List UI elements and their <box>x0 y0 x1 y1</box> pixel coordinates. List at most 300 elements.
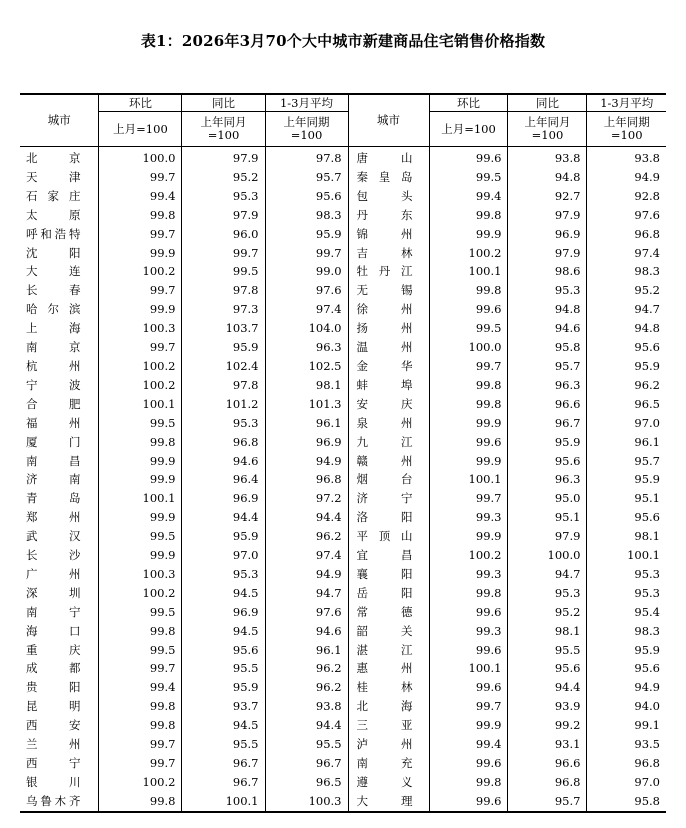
yoy-left-cell: 94.4 <box>182 508 265 527</box>
table-row <box>20 262 666 281</box>
mom-left-cell: 99.7 <box>99 338 182 357</box>
city-right-cell: 蚌埠 <box>348 376 429 395</box>
mom-left-cell: 99.9 <box>99 300 182 319</box>
city-left-cell: 重庆 <box>26 642 81 657</box>
mom-left-cell: 99.5 <box>99 527 182 546</box>
mom-left-cell: 99.7 <box>99 735 182 754</box>
yoy-right-cell: 98.1 <box>508 622 587 641</box>
city-left-cell: 深圳 <box>26 585 81 600</box>
mom-base-header: 上月=100 <box>99 112 182 147</box>
avg-right-cell: 98.3 <box>587 262 666 281</box>
city-right-cell: 烟台 <box>348 470 429 489</box>
avg-right-cell: 95.4 <box>587 603 666 622</box>
table-row <box>20 187 666 206</box>
yoy-right-cell: 96.3 <box>508 470 587 489</box>
mom-left-cell: 99.7 <box>99 281 182 300</box>
mom-right-cell: 99.6 <box>429 792 508 812</box>
mom-left-cell: 99.4 <box>99 678 182 697</box>
city-left-cell: 沈阳 <box>26 245 81 260</box>
avg-right-cell: 97.0 <box>587 773 666 792</box>
mom-left-cell: 100.3 <box>99 565 182 584</box>
city-right-cell: 扬州 <box>348 319 429 338</box>
avg-right-cell: 99.1 <box>587 716 666 735</box>
avg-left-cell: 96.8 <box>265 470 348 489</box>
avg-left-cell: 93.8 <box>265 697 348 716</box>
yoy-left-cell: 95.5 <box>182 659 265 678</box>
city-left-cell: 哈尔滨 <box>26 302 81 317</box>
avg-right-cell: 96.8 <box>587 754 666 773</box>
city-left-cell: 福州 <box>26 415 81 430</box>
table-row <box>20 225 666 244</box>
avg-left-cell: 98.1 <box>265 376 348 395</box>
city-right-cell: 泉州 <box>348 414 429 433</box>
mom-right-cell: 99.3 <box>429 622 508 641</box>
table-row <box>20 470 666 489</box>
city-left-cell: 杭州 <box>26 358 81 373</box>
mom-right-cell: 99.9 <box>429 527 508 546</box>
city-right-cell: 赣州 <box>348 452 429 471</box>
yoy-right-cell: 94.6 <box>508 319 587 338</box>
mom-left-cell: 100.1 <box>99 489 182 508</box>
mom-right-cell: 100.2 <box>429 546 508 565</box>
mom-header: 环比 <box>99 94 182 112</box>
yoy-right-cell: 95.3 <box>508 584 587 603</box>
avg-right-cell: 95.9 <box>587 641 666 660</box>
city-left-cell: 贵阳 <box>26 680 81 695</box>
mom-right-cell: 99.7 <box>429 489 508 508</box>
city-right-cell: 九江 <box>348 433 429 452</box>
mom-right-cell: 99.8 <box>429 281 508 300</box>
avg-right-cell: 100.1 <box>587 546 666 565</box>
yoy-left-cell: 95.2 <box>182 168 265 187</box>
table-body <box>20 147 666 812</box>
avg-left-cell: 96.2 <box>265 678 348 697</box>
city-right-cell: 南充 <box>348 754 429 773</box>
yoy-right-cell: 95.5 <box>508 641 587 660</box>
yoy-left-cell: 95.9 <box>182 338 265 357</box>
mom-right-cell: 99.6 <box>429 147 508 168</box>
city-left-cell: 呼和浩特 <box>26 226 81 241</box>
city-left-cell: 西宁 <box>26 756 81 770</box>
avg-left-cell: 95.9 <box>265 225 348 244</box>
city-right-cell: 洛阳 <box>348 508 429 527</box>
table-row <box>20 300 666 319</box>
city-right-cell: 吉林 <box>348 244 429 263</box>
yoy-left-cell: 94.5 <box>182 622 265 641</box>
yoy-left-cell: 97.9 <box>182 147 265 168</box>
city-right-cell: 遵义 <box>348 773 429 792</box>
city-left-cell: 青岛 <box>26 491 81 506</box>
city-right-cell: 湛江 <box>348 641 429 660</box>
avg-right-cell: 94.9 <box>587 678 666 697</box>
mom-right-cell: 99.9 <box>429 225 508 244</box>
yoy-right-cell: 95.7 <box>508 357 587 376</box>
mom-right-cell: 99.8 <box>429 376 508 395</box>
yoy-right-cell: 93.1 <box>508 735 587 754</box>
city-left-cell: 北京 <box>26 151 81 165</box>
avg-left-cell: 97.6 <box>265 603 348 622</box>
table-row <box>20 357 666 376</box>
avg-left-cell: 104.0 <box>265 319 348 338</box>
avg-right-cell: 98.1 <box>587 527 666 546</box>
avg-left-cell: 94.4 <box>265 508 348 527</box>
avg-right-cell: 95.2 <box>587 281 666 300</box>
avg-right-cell: 94.0 <box>587 697 666 716</box>
city-right-cell: 惠州 <box>348 659 429 678</box>
yoy-right-cell: 95.6 <box>508 659 587 678</box>
mom-left-cell: 99.5 <box>99 414 182 433</box>
avg-right-cell: 96.8 <box>587 225 666 244</box>
city-right-cell: 锦州 <box>348 225 429 244</box>
city-left-cell: 大连 <box>26 264 81 279</box>
avg-right-cell: 92.8 <box>587 187 666 206</box>
avg-header: 1-3月平均 <box>265 94 348 112</box>
city-right-cell: 无锡 <box>348 281 429 300</box>
yoy-right-cell: 95.2 <box>508 603 587 622</box>
yoy-left-cell: 97.9 <box>182 206 265 225</box>
yoy-right-cell: 94.4 <box>508 678 587 697</box>
yoy-left-cell: 100.1 <box>182 792 265 812</box>
table-row <box>20 603 666 622</box>
mom-right-cell: 99.6 <box>429 678 508 697</box>
yoy-left-cell: 95.6 <box>182 641 265 660</box>
avg-left-cell: 102.5 <box>265 357 348 376</box>
mom-left-cell: 100.2 <box>99 376 182 395</box>
mom-right-cell: 99.9 <box>429 414 508 433</box>
table-row <box>20 754 666 773</box>
city-left-cell: 长沙 <box>26 548 81 563</box>
avg-right-cell: 96.2 <box>587 376 666 395</box>
mom-left-cell: 99.9 <box>99 546 182 565</box>
mom-right-cell: 99.3 <box>429 508 508 527</box>
city-right-cell: 大理 <box>348 792 429 812</box>
yoy-left-cell: 101.2 <box>182 395 265 414</box>
table-row <box>20 792 666 812</box>
city-right-cell: 徐州 <box>348 300 429 319</box>
mom-right-cell: 99.9 <box>429 452 508 471</box>
mom-left-cell: 99.8 <box>99 206 182 225</box>
avg-left-cell: 96.2 <box>265 527 348 546</box>
yoy-right-cell: 95.0 <box>508 489 587 508</box>
yoy-left-cell: 99.7 <box>182 244 265 263</box>
table-row <box>20 376 666 395</box>
yoy-left-cell: 96.9 <box>182 603 265 622</box>
mom-right-cell: 99.8 <box>429 773 508 792</box>
mom-left-cell: 99.9 <box>99 470 182 489</box>
table-row <box>20 697 666 716</box>
avg-left-cell: 96.9 <box>265 433 348 452</box>
table-header <box>20 94 666 147</box>
yoy-base-header: 上年同月 =100 <box>182 112 265 147</box>
mom-right-cell: 99.8 <box>429 584 508 603</box>
city-right-cell: 桂林 <box>348 678 429 697</box>
avg-left-cell: 94.6 <box>265 622 348 641</box>
avg-left-cell: 96.2 <box>265 659 348 678</box>
table-row <box>20 773 666 792</box>
table-title: 表1：2026年3月70个大中城市新建商品住宅销售价格指数 <box>140 32 546 50</box>
avg-left-cell: 99.7 <box>265 244 348 263</box>
mom-right-cell: 99.6 <box>429 433 508 452</box>
yoy-left-cell: 96.0 <box>182 225 265 244</box>
yoy-left-cell: 96.9 <box>182 489 265 508</box>
city-left-cell: 厦门 <box>26 434 81 449</box>
yoy-base-header-2: 上年同月 =100 <box>508 112 587 147</box>
yoy-header-2: 同比 <box>508 94 587 112</box>
yoy-right-cell: 96.6 <box>508 754 587 773</box>
city-left-cell: 广州 <box>26 566 81 581</box>
city-left-cell: 郑州 <box>26 510 81 525</box>
mom-right-cell: 99.6 <box>429 603 508 622</box>
mom-left-cell: 99.5 <box>99 641 182 660</box>
table-row <box>20 716 666 735</box>
avg-right-cell: 94.8 <box>587 319 666 338</box>
city-right-cell: 温州 <box>348 338 429 357</box>
yoy-right-cell: 95.3 <box>508 281 587 300</box>
table-row <box>20 452 666 471</box>
city-left-cell: 合肥 <box>26 396 81 411</box>
yoy-right-cell: 94.8 <box>508 300 587 319</box>
mom-left-cell: 99.7 <box>99 225 182 244</box>
table-row <box>20 433 666 452</box>
yoy-left-cell: 96.7 <box>182 773 265 792</box>
city-left-cell: 银川 <box>26 774 81 789</box>
mom-right-cell: 99.5 <box>429 319 508 338</box>
city-right-cell: 丹东 <box>348 206 429 225</box>
city-left-cell: 武汉 <box>26 529 81 544</box>
avg-left-cell: 97.8 <box>265 147 348 168</box>
city-left-cell: 南昌 <box>26 453 81 468</box>
yoy-right-cell: 95.7 <box>508 792 587 812</box>
yoy-left-cell: 94.6 <box>182 452 265 471</box>
yoy-right-cell: 95.1 <box>508 508 587 527</box>
yoy-right-cell: 96.9 <box>508 225 587 244</box>
yoy-right-cell: 92.7 <box>508 187 587 206</box>
yoy-left-cell: 94.5 <box>182 584 265 603</box>
mom-left-cell: 99.7 <box>99 659 182 678</box>
mom-left-cell: 99.9 <box>99 508 182 527</box>
city-right-cell: 泸州 <box>348 735 429 754</box>
table-row <box>20 678 666 697</box>
city-right-cell: 韶关 <box>348 622 429 641</box>
avg-left-cell: 96.3 <box>265 338 348 357</box>
city-left-cell: 成都 <box>26 661 81 676</box>
yoy-left-cell: 95.5 <box>182 735 265 754</box>
avg-right-cell: 93.5 <box>587 735 666 754</box>
table-row <box>20 147 666 168</box>
yoy-right-cell: 96.7 <box>508 414 587 433</box>
city-left-cell: 昆明 <box>26 699 81 714</box>
yoy-right-cell: 99.2 <box>508 716 587 735</box>
avg-left-cell: 94.9 <box>265 565 348 584</box>
city-right-cell: 唐山 <box>348 147 429 168</box>
table-row <box>20 546 666 565</box>
table-row <box>20 338 666 357</box>
yoy-right-cell: 93.8 <box>508 147 587 168</box>
mom-base-header-2: 上月=100 <box>429 112 508 147</box>
city-left-cell: 乌鲁木齐 <box>26 793 81 808</box>
city-right-cell: 包头 <box>348 187 429 206</box>
yoy-left-cell: 94.5 <box>182 716 265 735</box>
city-left-cell: 天津 <box>26 169 81 184</box>
avg-left-cell: 96.7 <box>265 754 348 773</box>
table-row <box>20 206 666 225</box>
mom-left-cell: 99.4 <box>99 187 182 206</box>
avg-right-cell: 94.9 <box>587 168 666 187</box>
mom-left-cell: 100.1 <box>99 395 182 414</box>
yoy-left-cell: 97.8 <box>182 281 265 300</box>
yoy-right-cell: 95.6 <box>508 452 587 471</box>
mom-left-cell: 99.8 <box>99 622 182 641</box>
avg-right-cell: 95.9 <box>587 357 666 376</box>
mom-right-cell: 99.4 <box>429 187 508 206</box>
table-row <box>20 414 666 433</box>
avg-right-cell: 98.3 <box>587 622 666 641</box>
table-row <box>20 319 666 338</box>
avg-base-header-2: 上年同期 =100 <box>587 112 666 147</box>
avg-left-cell: 96.1 <box>265 641 348 660</box>
yoy-right-cell: 97.9 <box>508 244 587 263</box>
avg-right-cell: 95.1 <box>587 489 666 508</box>
yoy-header: 同比 <box>182 94 265 112</box>
avg-left-cell: 98.3 <box>265 206 348 225</box>
mom-right-cell: 99.6 <box>429 754 508 773</box>
mom-right-cell: 100.2 <box>429 244 508 263</box>
city-left-cell: 西安 <box>26 718 81 733</box>
city-left-cell: 海口 <box>26 623 81 638</box>
yoy-right-cell: 97.9 <box>508 527 587 546</box>
yoy-left-cell: 95.9 <box>182 678 265 697</box>
yoy-right-cell: 98.6 <box>508 262 587 281</box>
avg-left-cell: 95.6 <box>265 187 348 206</box>
city-left-cell: 济南 <box>26 472 81 487</box>
mom-left-cell: 99.9 <box>99 244 182 263</box>
mom-left-cell: 99.8 <box>99 792 182 812</box>
avg-left-cell: 95.7 <box>265 168 348 187</box>
avg-header-2: 1-3月平均 <box>587 94 666 112</box>
yoy-left-cell: 95.3 <box>182 565 265 584</box>
table-row <box>20 395 666 414</box>
mom-header-2: 环比 <box>429 94 508 112</box>
table-row <box>20 659 666 678</box>
city-right-cell: 牡丹江 <box>348 262 429 281</box>
yoy-left-cell: 102.4 <box>182 357 265 376</box>
avg-left-cell: 101.3 <box>265 395 348 414</box>
table-row <box>20 244 666 263</box>
city-right-cell: 北海 <box>348 697 429 716</box>
mom-left-cell: 99.8 <box>99 716 182 735</box>
yoy-left-cell: 95.3 <box>182 187 265 206</box>
city-left-cell: 石家庄 <box>26 188 81 203</box>
mom-left-cell: 100.2 <box>99 262 182 281</box>
yoy-left-cell: 99.5 <box>182 262 265 281</box>
table-row <box>20 281 666 300</box>
mom-left-cell: 99.8 <box>99 697 182 716</box>
yoy-right-cell: 94.8 <box>508 168 587 187</box>
city-left-cell: 宁波 <box>26 377 81 392</box>
yoy-right-cell: 97.9 <box>508 206 587 225</box>
mom-left-cell: 100.3 <box>99 319 182 338</box>
city-right-cell: 安庆 <box>348 395 429 414</box>
mom-right-cell: 100.0 <box>429 338 508 357</box>
avg-right-cell: 95.8 <box>587 792 666 812</box>
city-left-cell: 上海 <box>26 321 81 336</box>
table-row <box>20 508 666 527</box>
mom-right-cell: 100.1 <box>429 470 508 489</box>
yoy-left-cell: 103.7 <box>182 319 265 338</box>
yoy-left-cell: 93.7 <box>182 697 265 716</box>
yoy-left-cell: 97.8 <box>182 376 265 395</box>
city-right-cell: 济宁 <box>348 489 429 508</box>
avg-right-cell: 95.6 <box>587 659 666 678</box>
avg-left-cell: 94.9 <box>265 452 348 471</box>
mom-left-cell: 99.7 <box>99 754 182 773</box>
city-left-cell: 南京 <box>26 340 81 355</box>
avg-right-cell: 95.6 <box>587 508 666 527</box>
yoy-left-cell: 96.7 <box>182 754 265 773</box>
avg-right-cell: 95.7 <box>587 452 666 471</box>
city-left-cell: 长春 <box>26 283 81 298</box>
mom-left-cell: 100.0 <box>99 147 182 168</box>
avg-right-cell: 95.3 <box>587 565 666 584</box>
yoy-left-cell: 96.8 <box>182 433 265 452</box>
avg-left-cell: 96.5 <box>265 773 348 792</box>
mom-right-cell: 99.6 <box>429 300 508 319</box>
avg-left-cell: 95.5 <box>265 735 348 754</box>
avg-right-cell: 97.4 <box>587 244 666 263</box>
table-row <box>20 489 666 508</box>
avg-left-cell: 97.6 <box>265 281 348 300</box>
city-header-2: 城市 <box>348 94 429 147</box>
yoy-left-cell: 95.9 <box>182 527 265 546</box>
yoy-right-cell: 96.6 <box>508 395 587 414</box>
price-index-table <box>20 93 666 813</box>
city-right-cell: 岳阳 <box>348 584 429 603</box>
mom-left-cell: 100.2 <box>99 584 182 603</box>
avg-left-cell: 94.4 <box>265 716 348 735</box>
mom-right-cell: 99.3 <box>429 565 508 584</box>
city-right-cell: 襄阳 <box>348 565 429 584</box>
city-right-cell: 金华 <box>348 357 429 376</box>
city-right-cell: 常德 <box>348 603 429 622</box>
mom-left-cell: 99.8 <box>99 433 182 452</box>
mom-left-cell: 99.9 <box>99 452 182 471</box>
avg-left-cell: 94.7 <box>265 584 348 603</box>
avg-right-cell: 96.5 <box>587 395 666 414</box>
avg-base-header: 上年同期 =100 <box>265 112 348 147</box>
table-row <box>20 641 666 660</box>
avg-right-cell: 96.1 <box>587 433 666 452</box>
mom-right-cell: 99.7 <box>429 697 508 716</box>
yoy-right-cell: 94.7 <box>508 565 587 584</box>
mom-left-cell: 99.5 <box>99 603 182 622</box>
table-row <box>20 735 666 754</box>
avg-right-cell: 93.8 <box>587 147 666 168</box>
table-row <box>20 168 666 187</box>
avg-left-cell: 97.4 <box>265 546 348 565</box>
table-row <box>20 565 666 584</box>
avg-left-cell: 96.1 <box>265 414 348 433</box>
city-right-cell: 平顶山 <box>348 527 429 546</box>
table-row <box>20 527 666 546</box>
city-right-cell: 宜昌 <box>348 546 429 565</box>
mom-left-cell: 99.7 <box>99 168 182 187</box>
mom-right-cell: 99.8 <box>429 395 508 414</box>
yoy-left-cell: 97.0 <box>182 546 265 565</box>
avg-right-cell: 95.3 <box>587 584 666 603</box>
avg-right-cell: 94.7 <box>587 300 666 319</box>
mom-right-cell: 100.1 <box>429 262 508 281</box>
mom-left-cell: 100.2 <box>99 357 182 376</box>
